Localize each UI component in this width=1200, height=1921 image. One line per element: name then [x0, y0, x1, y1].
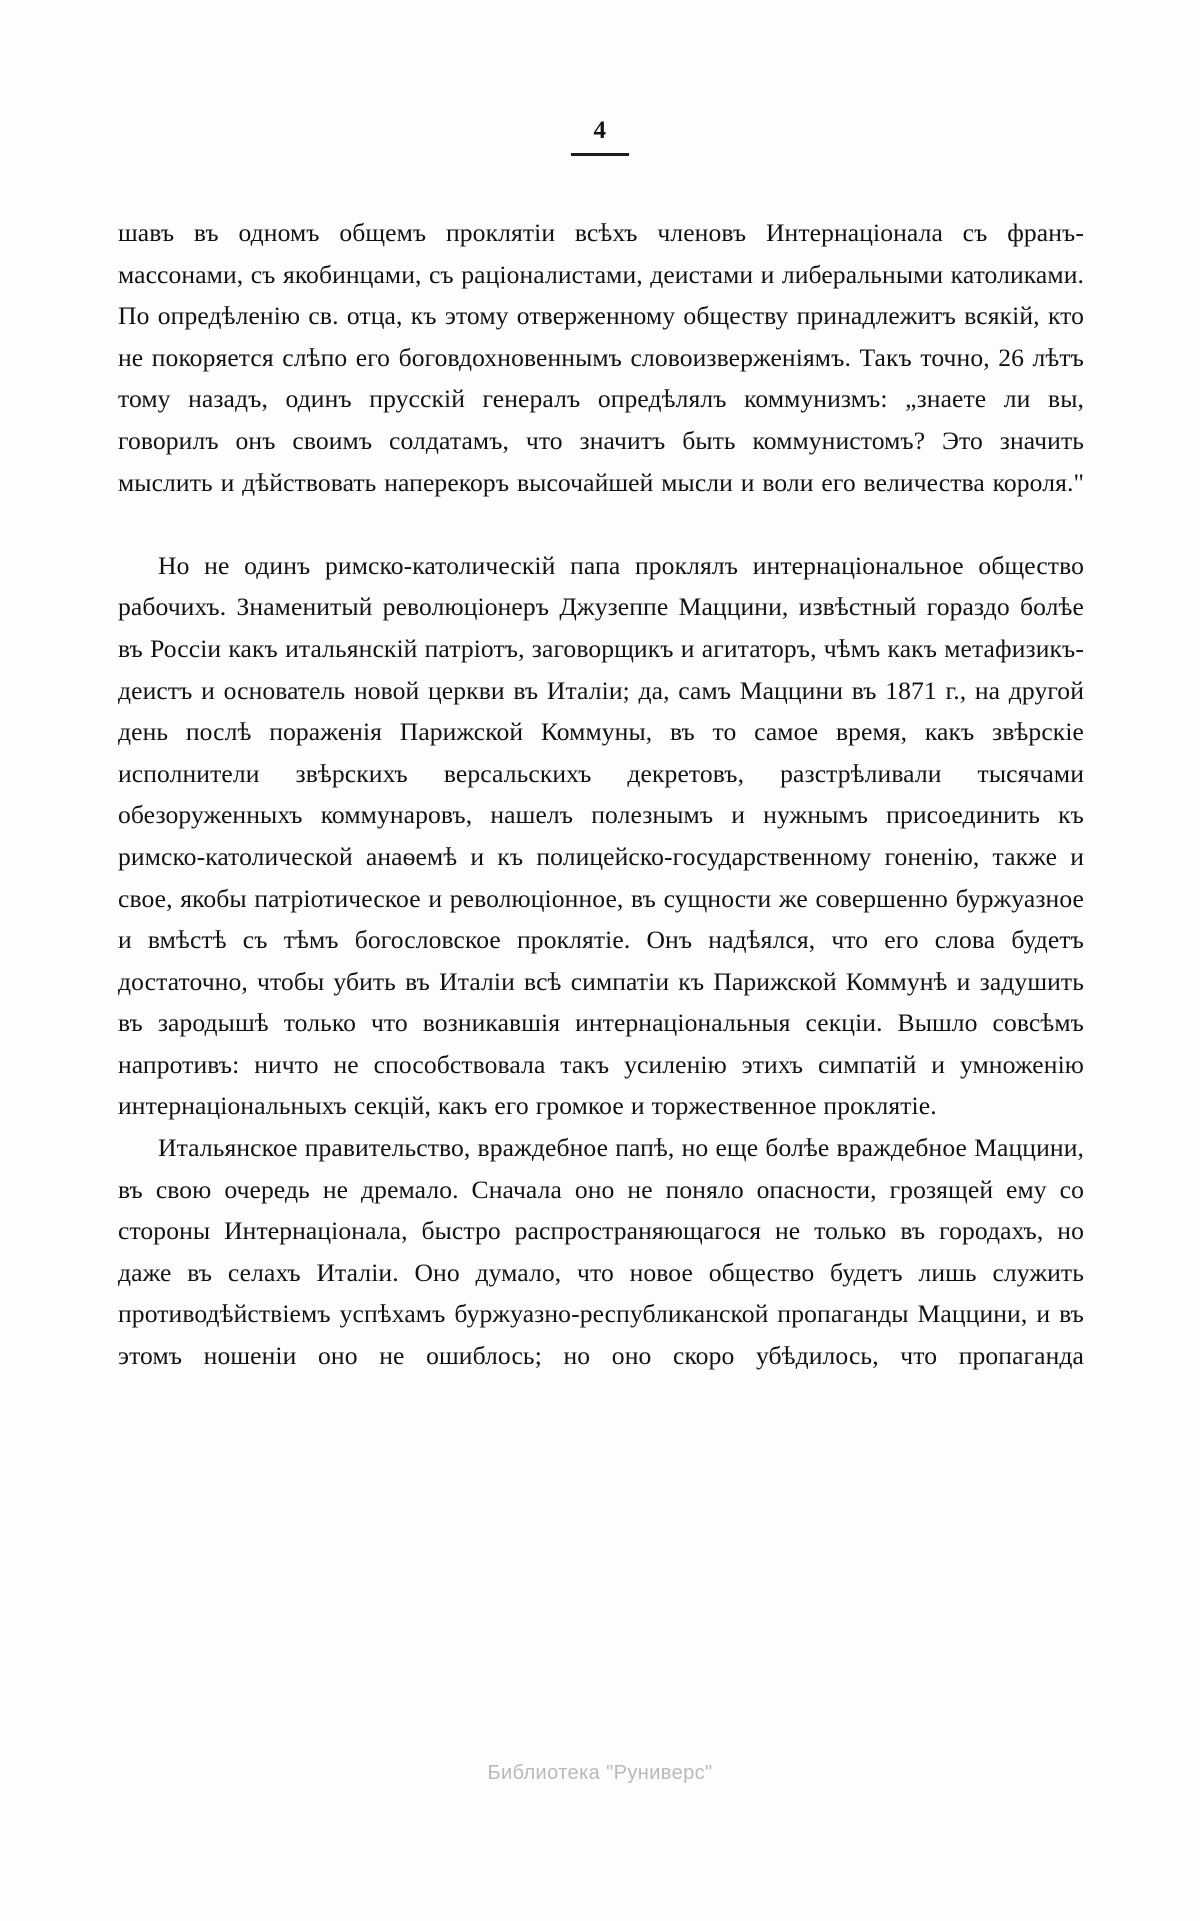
page-number-divider — [571, 153, 629, 156]
page-number-block — [0, 118, 1200, 156]
paragraph-2-text: Но не одинъ римско-католическій папа проклялъ интернаціональное общество рабочихъ. Знаменитый революціонеръ Джузеппе Маццини, извѣстный гораздо болѣе въ Россіи какъ итальянскій патріотъ, заговорщикъ и агитаторъ, чѣмъ какъ метафизикъ-деистъ и основатель новой церкви въ Италіи; да, самъ Маццини въ 1871 г., на другой день послѣ пораженія Парижской Коммуны, въ то самое время, какъ звѣрскіе исполнители звѣрскихъ версальскихъ декретовъ, разстрѣливали тысячами обезоруженныхъ коммунаровъ, нашелъ полезнымъ и нужнымъ присоединить къ римско-католической анаѳемѣ и къ полицейско-государственному гоненію, также и свое, якобы патріотическое и революціонное, въ сущности же совершенно буржуазное и вмѣстѣ съ тѣмъ богословское проклятіе. Онъ надѣялся, что его слова будетъ достаточно, чтобы убить въ Италіи всѣ симпатіи къ Парижской Коммунѣ и задушить въ зародышѣ только что возникавшія интернаціональныя секціи. Вышло совсѣмъ напротивъ: ничто не способствовала такъ усиленію этихъ симпатій и умноженію интернаціональныхъ секцій, какъ его громкое и торжественное проклятіе. — [118, 550, 1084, 1121]
body-text-column — [118, 212, 1084, 1418]
paragraph-2 — [118, 545, 1084, 1127]
paragraph-3-text: Итальянское правительство, враждебное папѣ, но еще болѣе враждебное Маццини, въ свою очередь не дремало. Сначала оно не поняло опасности, грозящей ему со стороны Интернаціонала, быстро распространяющагося не только въ городахъ, но даже въ селахъ Италіи. Оно думало, что новое общество будетъ лишь служить противодѣйствіемъ успѣхамъ буржуазно-республиканской пропаганды Маццини, и въ этомъ ношеніи оно не ошиблось; но оно скоро убѣдилось, что пропаганда — [118, 1133, 1084, 1371]
library-watermark: Библиотека "Руниверс" — [487, 1762, 713, 1784]
page-number: 4 — [593, 117, 607, 144]
paragraph-1 — [118, 212, 1084, 545]
paragraph-3 — [118, 1127, 1084, 1418]
paragraph-1-text: шавъ въ одномъ общемъ проклятіи всѣхъ членовъ Интернаціонала съ франъ-массонами, съ якобинцами, съ раціоналистами, деистами и либеральными католиками. По опредѣленію св. отца, къ этому отверженному обществу принадлежитъ всякій, кто не покоряется слѣпо его боговдохновеннымъ словоизверженіямъ. Такъ точно, 26 лѣтъ тому назадъ, одинъ прусскій генералъ опредѣлялъ коммунизмъ: „знаете ли вы, говорилъ онъ своимъ солдатамъ, что значитъ быть коммунистомъ? Это значить мыслить и дѣйствовать наперекоръ высочайшей мысли и воли его величества короля." — [118, 218, 1084, 497]
